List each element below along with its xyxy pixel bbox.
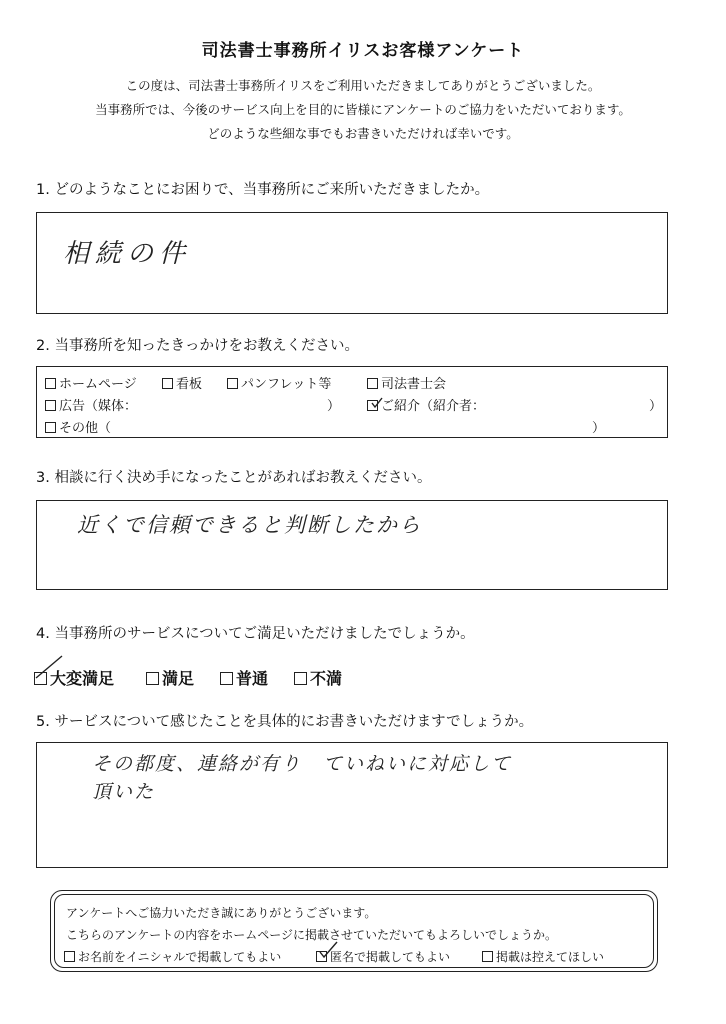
satisfaction-satisfied[interactable]: 満足 [146, 666, 194, 689]
checkbox-normal[interactable] [220, 672, 233, 685]
checkbox-initials[interactable] [64, 951, 75, 962]
option-other-close: ） [592, 421, 606, 436]
option-ad-close: ） [327, 399, 341, 414]
checkbox-association[interactable] [367, 378, 378, 389]
consent-anonymous[interactable]: 匿名で掲載してもよい [316, 948, 450, 965]
question-4-label: 4. 当事務所のサービスについてご満足いただけましたでしょうか。 [36, 626, 475, 642]
checkbox-ad[interactable] [45, 400, 56, 411]
intro-line-1: この度は、司法書士事務所イリスをご利用いただきましてありがとうございました。 [125, 78, 601, 93]
survey-title: 司法書士事務所イリスお客様アンケート [201, 41, 525, 61]
checkbox-other[interactable] [45, 422, 56, 433]
question-5-answer-box[interactable] [36, 742, 668, 868]
satisfaction-very-satisfied[interactable]: 大変満足 [34, 666, 114, 689]
question-3-answer-box[interactable] [36, 500, 668, 590]
footer-thanks: アンケートへご協力いただき誠にありがとうございます。 [66, 906, 377, 920]
very-satisfied-check-mark [32, 652, 68, 684]
checkbox-pamphlet[interactable] [227, 378, 238, 389]
question-1-label: 1. どのようなことにお困りで、当事務所にご来所いただきましたか。 [36, 182, 490, 198]
option-association[interactable]: 司法書士会 [367, 373, 446, 392]
checkbox-homepage[interactable] [45, 378, 56, 389]
question-3-answer: 近くで信頼できると判断したから [77, 513, 422, 537]
checkbox-dissatisfied[interactable] [294, 672, 307, 685]
question-5-answer-line-2: 頂いた [92, 781, 156, 803]
checkbox-satisfied[interactable] [146, 672, 159, 685]
question-5-answer-line-1: その都度、連絡が有り ていねいに対応して [92, 753, 513, 775]
question-1-answer: 相続の件 [63, 239, 192, 269]
question-5-label: 5. サービスについて感じたことを具体的にお書きいただけますでしょうか。 [36, 714, 534, 730]
option-other[interactable]: その他（ [45, 417, 111, 436]
option-referral[interactable]: ご紹介（紹介者： [367, 395, 485, 414]
footer-question: こちらのアンケートの内容をホームページに掲載させていただいてもよろしいでしょうか。 [66, 928, 558, 942]
question-3-label: 3. 相談に行く決め手になったことがあればお教えください。 [36, 470, 432, 486]
option-homepage[interactable]: ホームページ [45, 373, 137, 392]
question-2-label: 2. 当事務所を知ったきっかけをお教えください。 [36, 338, 359, 354]
option-pamphlet[interactable]: パンフレット等 [227, 373, 331, 392]
satisfaction-normal[interactable]: 普通 [220, 666, 268, 689]
consent-decline[interactable]: 掲載は控えてほしい [482, 948, 604, 965]
intro-line-3: どのような些細な事でもお書きいただければ幸いです。 [207, 126, 519, 141]
option-referral-close: ） [649, 399, 663, 414]
option-signboard[interactable]: 看板 [162, 373, 202, 392]
checkbox-decline[interactable] [482, 951, 493, 962]
question-1-answer-box[interactable] [36, 212, 668, 314]
checkbox-signboard[interactable] [162, 378, 173, 389]
referral-check-mark [370, 397, 384, 409]
anonymous-check-mark [318, 940, 340, 960]
consent-initials[interactable]: お名前をイニシャルで掲載してもよい [64, 948, 281, 965]
satisfaction-dissatisfied[interactable]: 不満 [294, 666, 342, 689]
option-ad[interactable]: 広告（媒体： [45, 395, 137, 414]
question-2-options-box [36, 366, 668, 438]
intro-line-2: 当事務所では、今後のサービス向上を目的に皆様にアンケートのご協力をいただいております。 [95, 102, 631, 117]
